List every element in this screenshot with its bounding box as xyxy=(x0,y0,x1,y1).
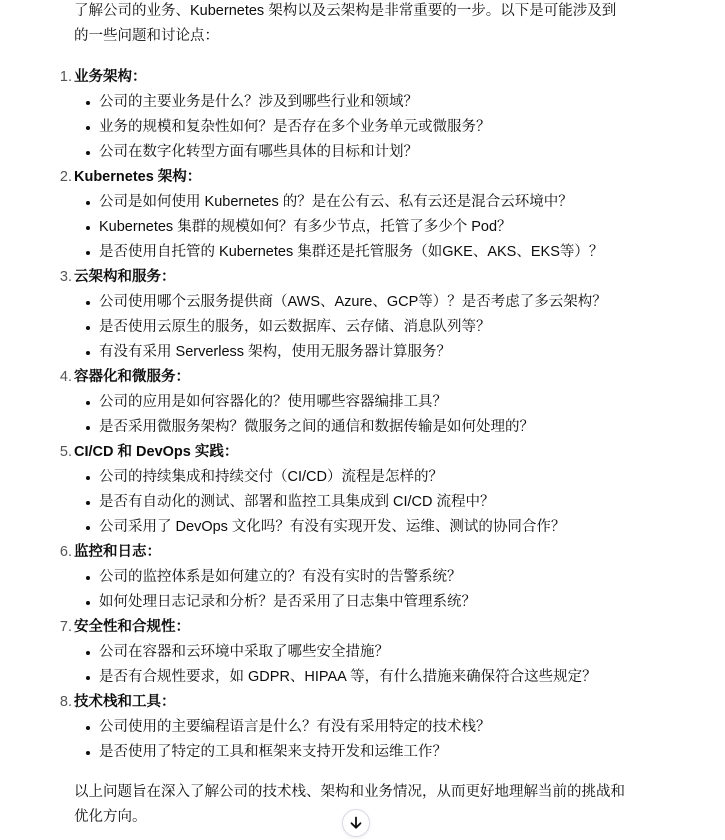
list-item-text: 有没有采用 Serverless 架构，使用无服务器计算服务？ xyxy=(99,344,452,360)
arrow-down-icon xyxy=(349,816,363,830)
bullet-icon xyxy=(86,501,90,505)
list-item-text: 是否有合规性要求，如 GDPR、HIPAA 等，有什么措施来确保符合这些规定？ xyxy=(99,669,597,685)
bullet-icon xyxy=(86,326,90,330)
bullet-icon xyxy=(86,401,90,405)
list-item xyxy=(74,515,634,540)
scroll-down-button[interactable] xyxy=(342,809,370,837)
bullet-icon xyxy=(86,751,90,755)
bullet-icon xyxy=(86,676,90,680)
list-item xyxy=(74,290,634,315)
list-item xyxy=(74,565,634,590)
section-number-text: 6. xyxy=(59,544,72,560)
section-title: 云架构和服务： xyxy=(74,269,176,285)
section-heading xyxy=(59,615,634,640)
message-content xyxy=(59,0,634,830)
section-number-text: 5. xyxy=(59,444,72,460)
list-item-text: 是否使用了特定的工具和框架来支持开发和运维工作？ xyxy=(99,744,447,760)
list-item-text: 公司的持续集成和持续交付（CI/CD）流程是怎样的？ xyxy=(99,469,443,485)
list-item xyxy=(74,640,634,665)
list-item xyxy=(74,140,634,165)
bullet-icon xyxy=(86,301,90,305)
list-item xyxy=(74,715,634,740)
list-item xyxy=(74,240,634,265)
list-item-text: 公司的监控体系是如何建立的？有没有实时的告警系统？ xyxy=(99,569,462,585)
intro-paragraph xyxy=(74,0,634,49)
list-item xyxy=(74,215,634,240)
section-number-text: 3. xyxy=(59,269,72,285)
section-title: 容器化和微服务： xyxy=(74,369,190,385)
list-item-text: 公司的应用是如何容器化的？使用哪些容器编排工具？ xyxy=(99,394,447,410)
list-item-text: 公司是如何使用 Kubernetes 的？是在公有云、私有云还是混合云环境中？ xyxy=(99,194,573,210)
outro-line-1: 以上问题旨在深入了解公司的技术栈、架构和业务情况，从而更好地理解当前的挑战和 xyxy=(74,784,625,800)
ordered-list xyxy=(59,65,634,765)
list-item-text: 公司使用的主要编程语言是什么？有没有采用特定的技术栈？ xyxy=(99,719,491,735)
list-item xyxy=(74,490,634,515)
list-item xyxy=(74,590,634,615)
list-item xyxy=(74,665,634,690)
section-number-text: 2. xyxy=(59,169,72,185)
bullet-icon xyxy=(86,126,90,130)
section-title: Kubernetes 架构： xyxy=(74,169,202,185)
bullet-icon xyxy=(86,526,90,530)
list-item xyxy=(74,465,634,490)
list-item-text: 公司使用哪个云服务提供商（AWS、Azure、GCP等）？是否考虑了多云架构？ xyxy=(99,294,607,310)
list-item-text: 公司在数字化转型方面有哪些具体的目标和计划？ xyxy=(99,144,418,160)
bullet-icon xyxy=(86,651,90,655)
bullet-icon xyxy=(86,101,90,105)
list-item-text: 公司采用了 DevOps 文化吗？有没有实现开发、运维、测试的协同合作？ xyxy=(99,519,566,535)
intro-line-2: 的一些问题和讨论点： xyxy=(74,28,219,44)
intro-line-1: 了解公司的业务、Kubernetes 架构以及云架构是非常重要的一步。以下是可能涉及到 xyxy=(74,3,617,19)
list-item xyxy=(74,115,634,140)
bullet-icon xyxy=(86,726,90,730)
list-item-text: 业务的规模和复杂性如何？是否存在多个业务单元或微服务？ xyxy=(99,119,491,135)
bullet-icon xyxy=(86,151,90,155)
list-item-text: 是否使用自托管的 Kubernetes 集群还是托管服务（如GKE、AKS、EKS等）？ xyxy=(99,244,604,260)
bullet-icon xyxy=(86,226,90,230)
bullet-icon xyxy=(86,351,90,355)
list-item-text: 公司的主要业务是什么？涉及到哪些行业和领域？ xyxy=(99,94,418,110)
section-number-text: 8. xyxy=(59,694,72,710)
section-heading xyxy=(59,690,634,715)
section-heading xyxy=(59,265,634,290)
section-heading xyxy=(59,165,634,190)
list-item-text: 是否使用云原生的服务，如云数据库、云存储、消息队列等？ xyxy=(99,319,491,335)
section-number-text: 1. xyxy=(59,69,72,85)
list-item xyxy=(74,390,634,415)
bullet-icon xyxy=(86,601,90,605)
section-heading xyxy=(59,65,634,90)
list-item-text: 是否有自动化的测试、部署和监控工具集成到 CI/CD 流程中？ xyxy=(99,494,495,510)
section-title: 监控和日志： xyxy=(74,544,161,560)
section-title: 安全性和合规性： xyxy=(74,619,190,635)
bullet-icon xyxy=(86,201,90,205)
bullet-icon xyxy=(86,426,90,430)
list-item-text: 公司在容器和云环境中采取了哪些安全措施？ xyxy=(99,644,389,660)
bullet-icon xyxy=(86,576,90,580)
section-number-text: 7. xyxy=(59,619,72,635)
section-heading xyxy=(59,365,634,390)
list-item xyxy=(74,740,634,765)
list-item xyxy=(74,90,634,115)
section-title: CI/CD 和 DevOps 实践： xyxy=(74,444,239,460)
section-title: 业务架构： xyxy=(74,69,147,85)
section-number-text: 4. xyxy=(59,369,72,385)
bullet-icon xyxy=(86,251,90,255)
outro-line-2: 优化方向。 xyxy=(74,809,147,825)
list-item-text: Kubernetes 集群的规模如何？有多少节点，托管了多少个 Pod？ xyxy=(99,219,512,235)
section-heading xyxy=(59,540,634,565)
list-item xyxy=(74,415,634,440)
list-item xyxy=(74,315,634,340)
section-title: 技术栈和工具： xyxy=(74,694,176,710)
list-item-text: 如何处理日志记录和分析？是否采用了日志集中管理系统？ xyxy=(99,594,476,610)
list-item xyxy=(74,190,634,215)
list-item-text: 是否采用微服务架构？微服务之间的通信和数据传输是如何处理的？ xyxy=(99,419,534,435)
section-heading xyxy=(59,440,634,465)
bullet-icon xyxy=(86,476,90,480)
list-item xyxy=(74,340,634,365)
